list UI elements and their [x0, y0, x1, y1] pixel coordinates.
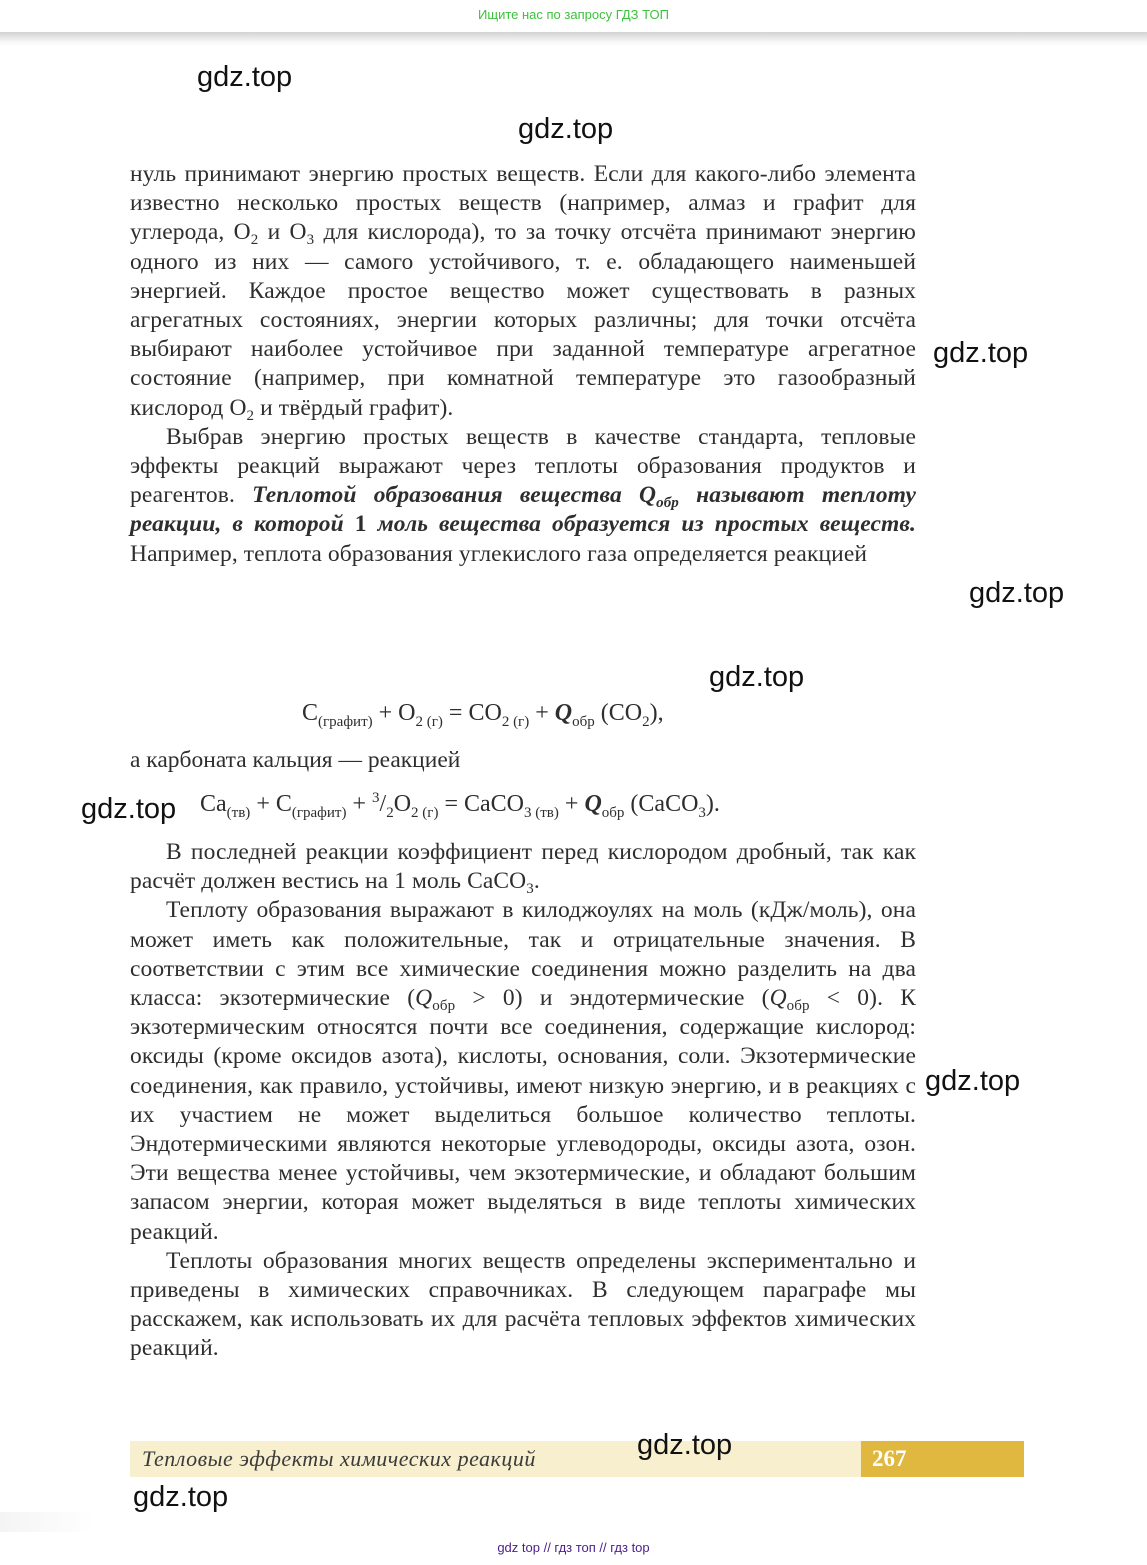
equation-caco3-formation — [200, 790, 720, 821]
watermark: gdz.top — [637, 1429, 733, 1461]
definition-text: моль вещества образуется из простых веществ. — [366, 511, 916, 538]
text-run: . — [533, 868, 540, 895]
watermark: gdz.top — [518, 113, 614, 145]
page-number: 267 — [872, 1446, 907, 1471]
eq-op: + — [372, 700, 399, 726]
subscript: 2 (г) — [415, 714, 443, 730]
text-run: и — [258, 219, 290, 246]
watermark: gdz.top — [925, 1065, 1021, 1097]
top-shadow-divider — [0, 32, 1147, 46]
text-run: для кислорода), то за точку отсчёта принимают энергию одного из них — самого устойчивого, т. е. обладающего наименьшей энергией. Каждое простое вещество может существовать в разных агрегатных состояниях, энергии которых различны; для точки отсчёта выбирают наиболее устойчивое при заданной температуре агрегатное состояние (например, при комнатной температуре это газообразный кислород — [130, 219, 916, 421]
watermark: gdz.top — [81, 793, 177, 825]
paragraph-5: Теплоты образования многих веществ определены экспериментально и приведены в химических справочниках. В следующем параграфе мы расскажем, как использовать их для расчёта тепловых эффектов химических реакций. — [130, 1247, 916, 1362]
subscript: 3 — [698, 805, 706, 821]
watermark: gdz.top — [933, 337, 1029, 369]
text-run: Теплоту образования выражают в килоджоулях на моль (кДж/моль), она может иметь как положительные, так и отрицательные значения. В соответствии с этим все химические соединения можно разделить на два класса: экзотермические ( — [130, 897, 916, 1012]
eq-op: + — [346, 791, 373, 817]
text-line: а карбоната кальция — реакцией — [130, 747, 461, 773]
subscript: 2 (г) — [411, 805, 439, 821]
eq-term: O — [393, 791, 412, 817]
subscript: обр — [786, 998, 810, 1015]
watermark: gdz.top — [197, 61, 293, 93]
subscript: 3 (тв) — [524, 805, 559, 821]
subscript: обр — [601, 805, 625, 821]
text-run: > 0) и эндотермические ( — [455, 985, 770, 1012]
eq-term: Q — [584, 791, 602, 817]
bottom-links-text[interactable]: gdz top // гдз топ // гдз top — [497, 1540, 650, 1555]
paragraph-3 — [130, 838, 916, 896]
formula-o2: O — [233, 219, 251, 246]
subscript: обр — [572, 714, 595, 730]
text-run: Теплотой образования вещества Q — [252, 482, 657, 509]
eq-term: ). — [705, 791, 720, 817]
scan-edge-shadow — [0, 1512, 95, 1532]
text-run: называют теплоту реакции, в которой — [130, 482, 916, 538]
eq-op: = — [442, 700, 469, 726]
paragraph-2 — [130, 423, 916, 569]
subscript: 2 — [246, 407, 255, 424]
subscript: (графит) — [291, 805, 347, 821]
textbook-page-body-continued — [130, 838, 916, 1364]
eq-op: = — [438, 791, 464, 817]
watermark: gdz.top — [969, 577, 1065, 609]
bottom-link-bar[interactable] — [0, 1536, 1147, 1560]
eq-term: C — [275, 791, 292, 817]
eq-op: + — [558, 791, 585, 817]
subscript: обр — [656, 495, 679, 512]
eq-term: (CO — [594, 700, 643, 726]
paragraph-4 — [130, 896, 916, 1246]
eq-term: ), — [649, 700, 664, 726]
subscript: обр — [432, 998, 456, 1015]
top-banner-text: Ищите нас по запросу ГДЗ ТОП — [478, 7, 669, 22]
superscript: 3 — [372, 790, 380, 806]
eq-term: O — [398, 700, 416, 726]
equation-co2-formation — [302, 700, 664, 730]
text-run: < 0). К экзотермическим относятся почти все соединения, содержащие кислород: оксиды (кроме оксидов азота), кислоты, основания, соли. Экзотермические соединения, как правило, устойчивы, имеют низкую энергию, и в реакциях с их участием не может выделиться большое количество теплоты. Эндотермическими являются некоторые углеводороды, оксиды азота, озон. Эти вещества менее устойчивы, чем экзотермические, и обладают большим запасом энергии, которая может выделяться в виде теплоты химических реакций. — [130, 985, 916, 1245]
eq-term: CO — [468, 700, 502, 726]
symbol-q: Q — [415, 985, 433, 1012]
subscript: 2 — [386, 805, 394, 821]
symbol-q: Q — [769, 985, 787, 1012]
paragraph-1 — [130, 160, 916, 423]
watermark: gdz.top — [709, 661, 805, 693]
subscript: (тв) — [226, 805, 251, 821]
textbook-page-body — [130, 160, 916, 569]
eq-op: + — [250, 791, 276, 817]
eq-term: CaCO — [464, 791, 524, 817]
eq-term: Ca — [200, 791, 227, 817]
eq-op: / — [379, 791, 387, 817]
subscript: 2 — [642, 714, 650, 730]
eq-term: Q — [554, 700, 573, 726]
subscript: 3 — [526, 881, 534, 898]
formula-o3: O — [289, 219, 307, 246]
eq-term: C — [302, 700, 319, 726]
text-run: 1 — [354, 511, 367, 538]
eq-op: + — [529, 700, 555, 726]
formula-o2: O — [229, 394, 247, 421]
subscript: 2 — [250, 232, 259, 249]
text-run: нуль принимают энергию простых веществ. Если для какого-либо элемента известно несколько простых веществ (например, алмаз и графит для углерода, — [130, 161, 916, 246]
eq-term: (CaCO — [624, 791, 699, 817]
text-run: и твёрдый графит). — [254, 394, 454, 421]
text-run: Например, теплота образования углекислого газа определяется реакцией — [130, 540, 868, 567]
subscript: 2 (г) — [501, 714, 530, 730]
subscript: (графит) — [318, 714, 373, 730]
text-run: Выбрав энергию простых веществ в качестве стандарта, тепловые эффекты реакций выражают через теплоты образования продуктов и реагентов. — [130, 423, 916, 509]
top-banner — [0, 0, 1147, 32]
subscript: 3 — [306, 232, 315, 249]
text-run: В последней реакции коэффициент перед кислородом дробный, так как расчёт должен вестись на 1 моль CaCO — [130, 839, 916, 895]
running-footer-title: Тепловые эффекты химических реакций — [142, 1446, 536, 1471]
watermark: gdz.top — [133, 1481, 229, 1513]
